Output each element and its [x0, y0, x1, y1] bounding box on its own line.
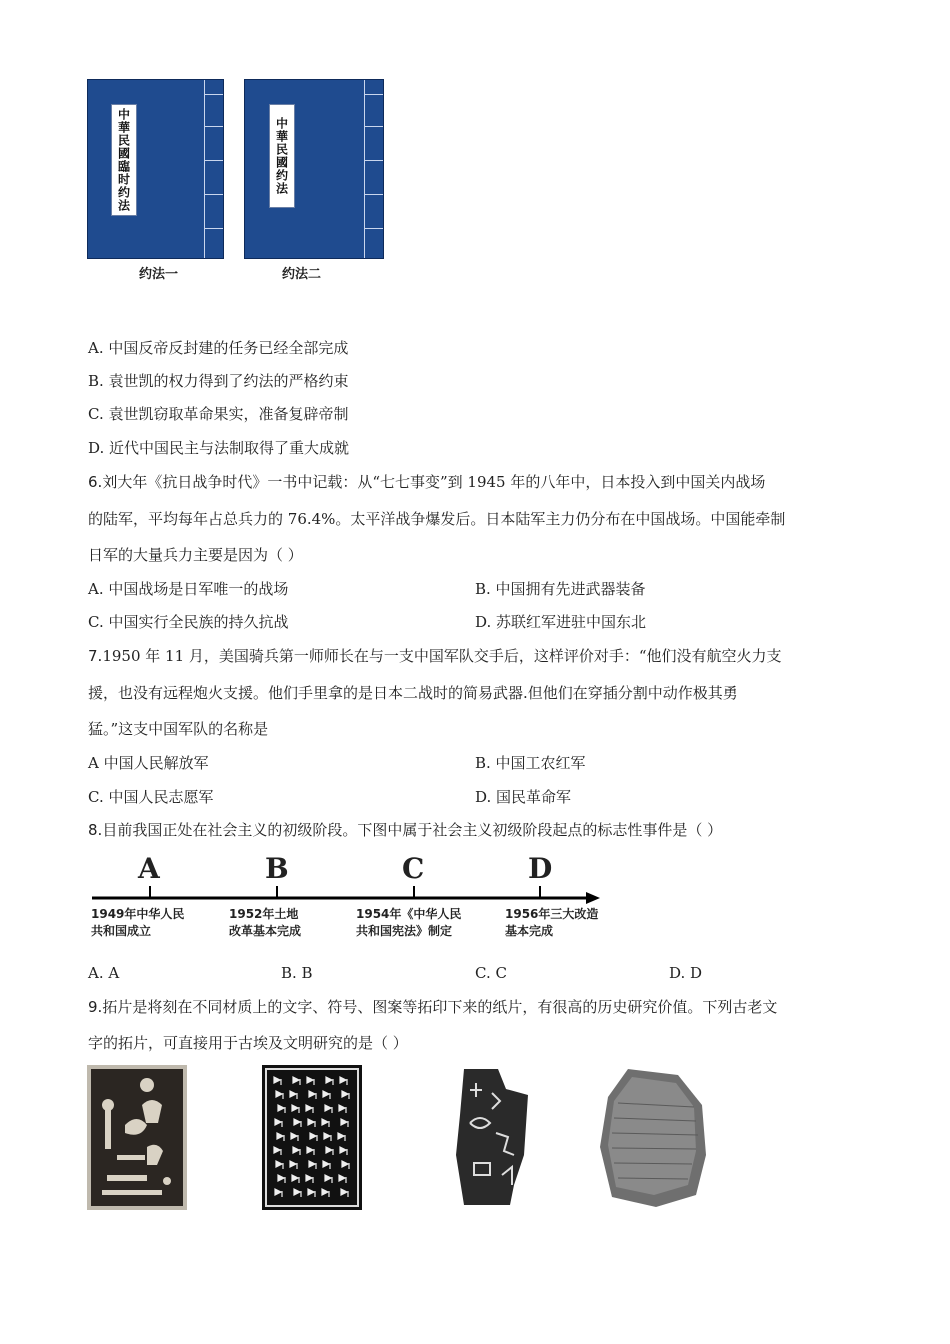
book-caption-2: 约法二 — [282, 267, 322, 282]
rubbing-oracle-bone-image — [446, 1063, 536, 1211]
q7-stem-line-2: 援，也没有远程炮火支援。他们手里拿的是日本二战时的简易武器.但他们在穿插分割中动作极其勇 — [88, 684, 738, 702]
book-title-1: 中華民國臨时约法 — [111, 104, 137, 216]
q6-number: 6. — [88, 473, 103, 491]
q6-stem-line-1: 6.刘大年《抗日战争时代》一书中记载：从“七七事变”到 1945 年的八年中，日本投入到中国关内战场 — [88, 473, 766, 491]
q5-option-b: B. 袁世凯的权力得到了约法的严格约束 — [88, 372, 349, 390]
book-title-2: 中華民國约法 — [269, 104, 295, 208]
q7-option-d: D. 国民革命军 — [475, 788, 572, 806]
timeline-letter-c: C — [402, 852, 425, 885]
q8-option-c: C. C — [475, 964, 507, 982]
rubbing-cuneiform-image — [262, 1065, 362, 1210]
book-caption-1: 约法一 — [139, 267, 179, 282]
timeline-event-a: 1949年中华人民 共和国成立 — [91, 907, 185, 938]
q7-option-b: B. 中国工农红军 — [475, 754, 586, 772]
q7-number: 7. — [88, 647, 103, 665]
timeline-event-c: 1954年《中华人民 共和国宪法》制定 — [356, 907, 462, 938]
q7-option-a: A 中国人民解放军 — [88, 754, 209, 772]
q6-option-d: D. 苏联红军进驻中国东北 — [475, 613, 647, 631]
timeline-letter-d: D — [528, 852, 553, 885]
timeline-letter-b: B — [265, 852, 289, 885]
q9-stem-line-1: 9.拓片是将刻在不同材质上的文字、符号、图案等拓印下来的纸片，有很高的历史研究价值。下列古老文 — [88, 998, 778, 1016]
rubbing-clay-tablet-image — [598, 1063, 710, 1211]
q5-option-d: D. 近代中国民主与法制取得了重大成就 — [88, 439, 350, 457]
q8-number: 8. — [88, 821, 103, 839]
q5-option-a: A. 中国反帝反封建的任务已经全部完成 — [88, 339, 349, 357]
book-cover-1 — [87, 79, 224, 259]
q8-option-a: A. A — [88, 964, 120, 982]
q6-option-c: C. 中国实行全民族的持久抗战 — [88, 613, 289, 631]
q6-stem-line-2: 的陆军，平均每年占总兵力的 76.4%。太平洋战争爆发后。日本陆军主力仍分布在中国战场。中国能牵制 — [88, 510, 786, 528]
rubbing-hieroglyph-image — [87, 1065, 187, 1210]
q6-option-b: B. 中国拥有先进武器装备 — [475, 580, 646, 598]
q8-option-b: B. B — [281, 964, 313, 982]
book-cover-2 — [244, 79, 384, 259]
q6-stem-line-3: 日军的大量兵力主要是因为（ ） — [88, 546, 303, 564]
q7-option-c: C. 中国人民志愿军 — [88, 788, 214, 806]
timeline-letter-a: A — [138, 852, 160, 885]
q8-stem-line-1: 8.目前我国正处在社会主义的初级阶段。下图中属于社会主义初级阶段起点的标志性事件是（ ） — [88, 821, 723, 839]
q7-stem-line-1: 7.1950 年 11 月，美国骑兵第一师师长在与一支中国军队交手后，这样评价对手：“他们没有航空火力支 — [88, 647, 782, 665]
q6-option-a: A. 中国战场是日军唯一的战场 — [88, 580, 289, 598]
timeline-event-b: 1952年土地 改革基本完成 — [229, 907, 302, 938]
q9-stem-line-2: 字的拓片，可直接用于古埃及文明研究的是（ ） — [88, 1034, 408, 1052]
q5-option-c: C. 袁世凯窃取革命果实，准备复辟帝制 — [88, 405, 349, 423]
timeline-event-d: 1956年三大改造 基本完成 — [505, 907, 599, 938]
q8-option-d: D. D — [669, 964, 703, 982]
q9-number: 9. — [88, 998, 103, 1016]
q7-stem-line-3: 猛。”这支中国军队的名称是 — [88, 720, 269, 738]
